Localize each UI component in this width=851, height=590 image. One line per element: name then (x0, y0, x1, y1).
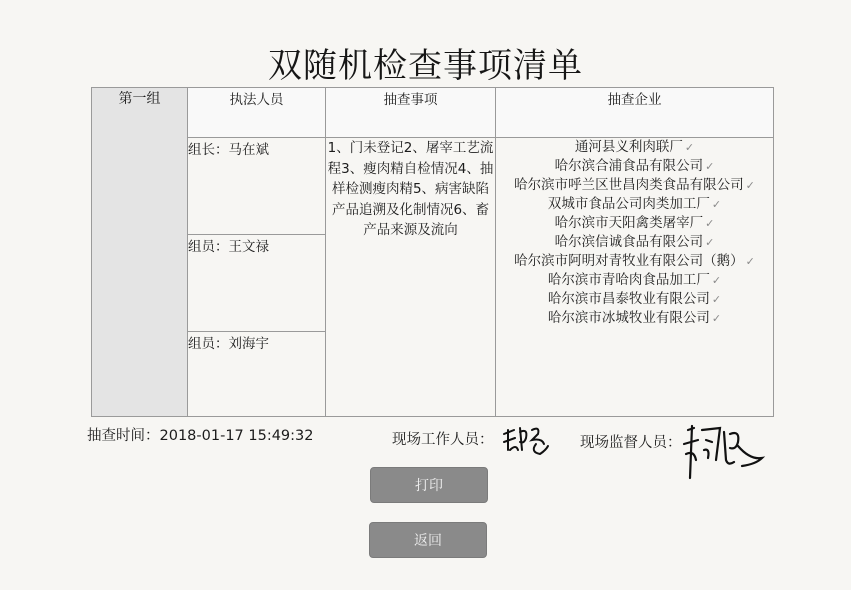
list-item (496, 195, 773, 214)
check-icon: ✓ (711, 312, 722, 325)
staff-signature (500, 420, 556, 460)
list-item (496, 138, 773, 157)
company-name: 哈尔滨合浦食品有限公司 (554, 158, 704, 174)
group-cell: 第一组 (92, 88, 188, 417)
company-name: 哈尔滨市天阳禽类屠宰厂 (554, 215, 704, 231)
header-companies: 抽查企业 (496, 88, 774, 138)
check-icon: ✓ (711, 198, 722, 211)
check-icon: ✓ (705, 160, 715, 173)
check-icon: ✓ (745, 255, 755, 268)
check-icon: ✓ (684, 141, 695, 154)
page-title: 双随机检查事项清单 (268, 46, 583, 86)
companies-cell (496, 138, 774, 417)
company-name: 哈尔滨市昌泰牧业有限公司 (547, 291, 710, 307)
member-leader: 组长：马在斌 (188, 138, 326, 235)
print-button[interactable]: 打印 (370, 467, 488, 503)
check-icon: ✓ (745, 179, 755, 192)
company-name: 通河县义利肉联厂 (574, 139, 683, 155)
check-icon: ✓ (711, 293, 722, 306)
list-item (496, 290, 773, 309)
table-header-row (92, 88, 774, 138)
company-name: 哈尔滨市呼兰区世昌肉类食品有限公司 (514, 177, 744, 193)
company-name: 哈尔滨市阿明对青牧业有限公司（鹅） (514, 253, 744, 269)
company-name: 双城市食品公司肉类加工厂 (547, 196, 710, 212)
supervisor-signature (680, 420, 766, 490)
list-item (496, 214, 773, 233)
table-row (92, 138, 774, 235)
list-item (496, 176, 773, 195)
back-button[interactable]: 返回 (369, 522, 487, 558)
check-icon: ✓ (705, 236, 715, 249)
list-item (496, 157, 773, 176)
check-time: 抽查时间：2018-01-17 15:49:32 (87, 428, 314, 444)
header-items: 抽查事项 (326, 88, 496, 138)
check-icon: ✓ (711, 274, 722, 287)
header-members: 执法人员 (188, 88, 326, 138)
company-name: 哈尔滨信诚食品有限公司 (554, 234, 704, 250)
company-name: 哈尔滨市青哈肉食品加工厂 (547, 272, 710, 288)
list-item (496, 309, 773, 328)
list-item (496, 271, 773, 290)
checklist-table (91, 87, 774, 417)
member-2: 组员：刘海宇 (188, 332, 326, 417)
check-icon: ✓ (705, 217, 715, 230)
list-item (496, 252, 773, 271)
member-1: 组员：王文禄 (188, 235, 326, 332)
company-name: 哈尔滨市冰城牧业有限公司 (547, 310, 710, 326)
onsite-supervisor-label: 现场监督人员： (580, 435, 682, 451)
items-cell: 1、门未登记2、屠宰工艺流程3、瘦肉精自检情况4、抽样检测瘦肉精5、病害缺陷产品追溯及化制情况6、畜产品来源及流向 (326, 138, 496, 417)
onsite-staff-label: 现场工作人员： (392, 432, 494, 448)
list-item (496, 233, 773, 252)
